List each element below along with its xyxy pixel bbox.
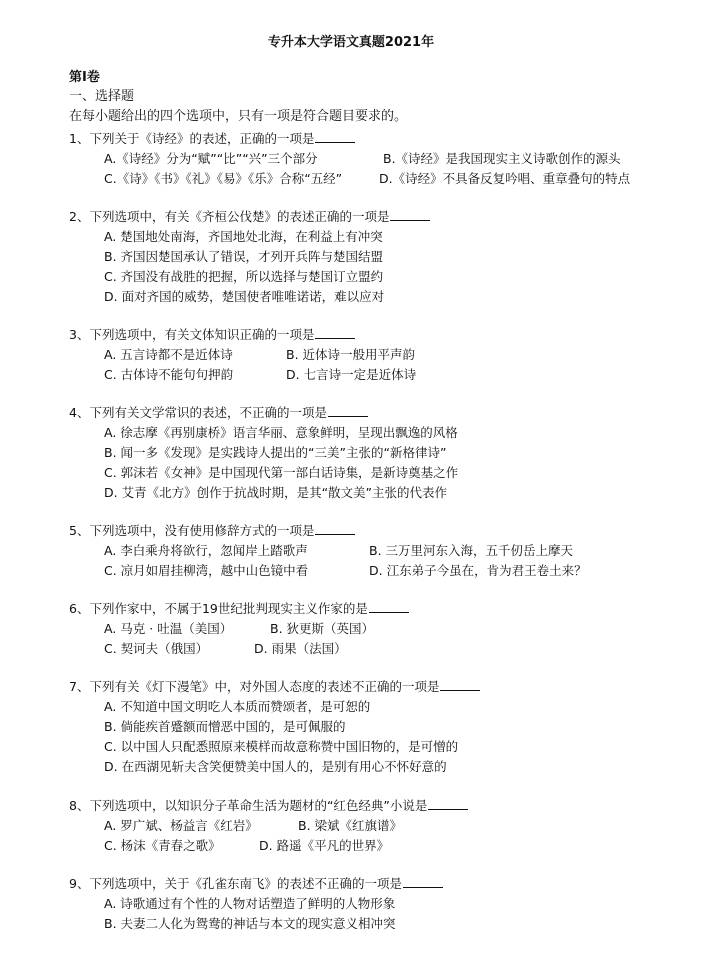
- option-c: C.《诗》《书》《礼》《易》《乐》合称“五经”: [104, 171, 343, 186]
- option-a: A. 罗广斌、杨益言《红岩》: [104, 818, 258, 833]
- option-d: D. 面对齐国的威势，楚国使者唯唯诺诺，难以应对: [104, 289, 385, 304]
- option-b: B. 齐国因楚国承认了错误，才列开兵阵与楚国结盟: [104, 249, 384, 264]
- option-a: A.《诗经》分为“赋”“比”“兴”三个部分: [104, 151, 318, 166]
- option-a: A. 李白乘舟将欲行，忽闻岸上踏歌声: [104, 543, 308, 558]
- option-d: D. 七言诗一定是近体诗: [286, 367, 417, 382]
- option-c: C. 杨沫《青春之歌》: [104, 838, 221, 853]
- option-d: D. 艾青《北方》创作于抗战时期，是其“散文美”主张的代表作: [104, 485, 448, 500]
- question-stem: 6、下列作家中，不属于19世纪批判现实主义作家的是: [69, 600, 409, 617]
- question-stem: 5、下列选项中，没有使用修辞方式的一项是: [69, 522, 355, 539]
- section-heading: 一、选择题: [69, 89, 135, 104]
- option-a: A. 不知道中国文明吃人本质而赞颂者，是可恕的: [104, 699, 371, 714]
- question-stem: 8、下列选项中，以知识分子革命生活为题材的“红色经典”小说是: [69, 797, 468, 814]
- question-stem: 7、下列有关《灯下漫笔》中，对外国人态度的表述不正确的一项是: [69, 678, 480, 695]
- option-b: B. 三万里河东入海，五千仞岳上摩天: [369, 543, 574, 558]
- answer-blank: [315, 130, 355, 143]
- option-a: A. 马克 · 吐温（美国）: [104, 621, 233, 636]
- option-a: A. 楚国地处南海，齐国地处北海，在利益上有冲突: [104, 229, 383, 244]
- answer-blank: [315, 522, 355, 535]
- option-d: D. 路遥《平凡的世界》: [259, 838, 390, 853]
- option-c: C. 古体诗不能句句押韵: [104, 367, 234, 382]
- answer-blank: [390, 208, 430, 221]
- answer-blank: [440, 678, 480, 691]
- option-b: B. 近体诗一般用平声韵: [286, 347, 416, 362]
- instruction-text: 在每小题给出的四个选项中，只有一项是符合题目要求的。: [69, 109, 408, 124]
- option-b: B.《诗经》是我国现实主义诗歌创作的源头: [383, 151, 621, 166]
- option-d: D. 江东弟子今虽在，肯为君王卷土来？: [369, 563, 587, 578]
- answer-blank: [403, 875, 443, 888]
- option-a: A. 徐志摩《再别康桥》语言华丽、意象鲜明，呈现出飘逸的风格: [104, 425, 458, 440]
- option-c: C. 郭沫若《女神》是中国现代第一部白话诗集，是新诗奠基之作: [104, 465, 459, 480]
- option-b: B. 夫妻二人化为鸳鸯的神话与本文的现实意义相冲突: [104, 916, 396, 931]
- part-heading: 第Ⅰ卷: [69, 70, 100, 85]
- option-d: D. 在西湖见斩夫含笑便赞美中国人的，是别有用心不怀好意的: [104, 759, 447, 774]
- question-stem: 1、下列关于《诗经》的表述，正确的一项是: [69, 130, 355, 147]
- option-b: B. 倘能疾首蹙额而憎恶中国的，是可佩服的: [104, 719, 346, 734]
- question-stem: 3、下列选项中，有关文体知识正确的一项是: [69, 326, 355, 343]
- option-c: C. 以中国人只配悉照原来模样而故意称赞中国旧物的，是可憎的: [104, 739, 459, 754]
- option-b: B. 闻一多《发现》是实践诗人提出的“三美”主张的“新格律诗”: [104, 445, 447, 460]
- option-a: A. 诗歌通过有个性的人物对话塑造了鲜明的人物形象: [104, 896, 396, 911]
- question-stem: 9、下列选项中，关于《孔雀东南飞》的表述不正确的一项是: [69, 875, 443, 892]
- answer-blank: [369, 600, 409, 613]
- option-a: A. 五言诗都不是近体诗: [104, 347, 233, 362]
- question-stem: 4、下列有关文学常识的表述，不正确的一项是: [69, 404, 368, 421]
- document-title: 专升本大学语文真题2021年: [267, 35, 435, 50]
- answer-blank: [328, 404, 368, 417]
- option-c: C. 凉月如眉挂柳湾，越中山色镜中看: [104, 563, 309, 578]
- option-d: D.《诗经》不具备反复吟唱、重章叠句的特点: [379, 171, 631, 186]
- option-c: C. 齐国没有战胜的把握，所以选择与楚国订立盟约: [104, 269, 384, 284]
- option-c: C. 契诃夫（俄国）: [104, 641, 209, 656]
- answer-blank: [428, 797, 468, 810]
- option-b: B. 梁斌《红旗谱》: [298, 818, 403, 833]
- option-d: D. 雨果（法国）: [254, 641, 347, 656]
- option-b: B. 狄更斯（英国）: [270, 621, 375, 636]
- question-stem: 2、下列选项中，有关《齐桓公伐楚》的表述正确的一项是: [69, 208, 430, 225]
- answer-blank: [315, 326, 355, 339]
